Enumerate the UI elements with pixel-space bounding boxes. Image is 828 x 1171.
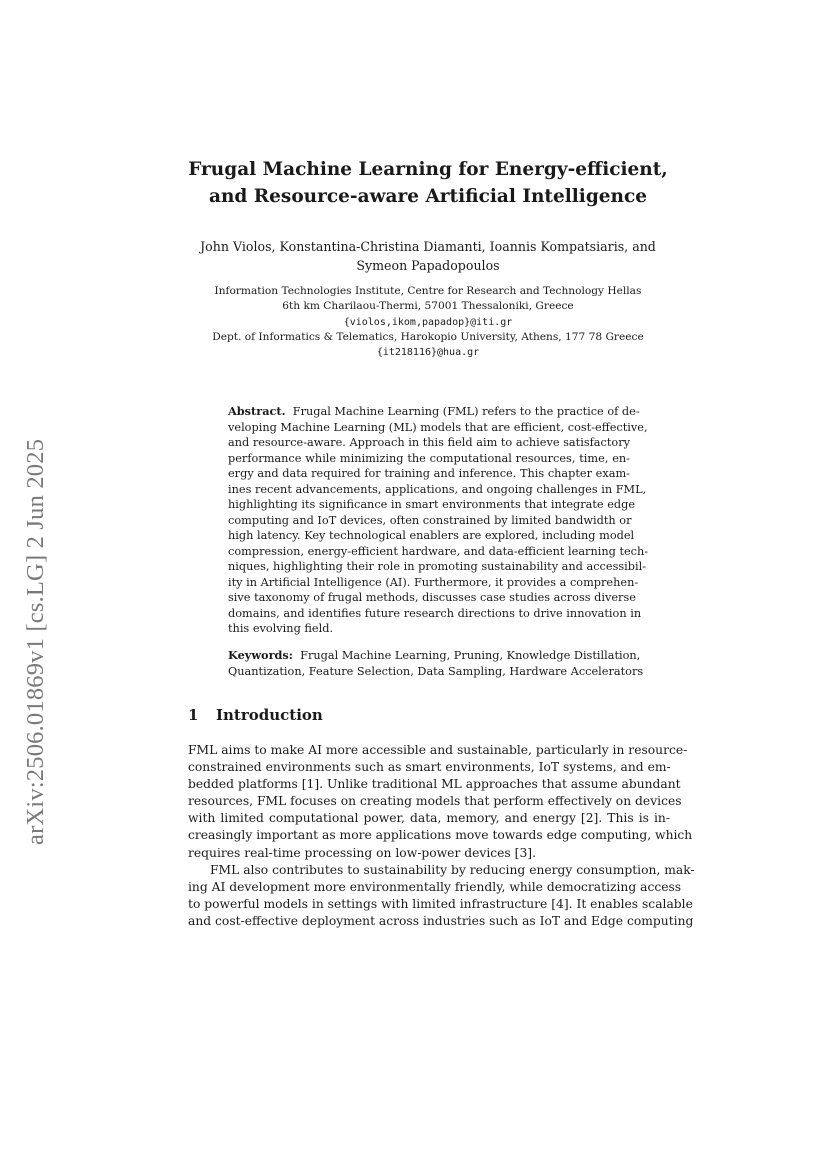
abstract-line: sive taxonomy of frugal methods, discusses case studies across diverse [228, 591, 636, 604]
paragraph-line: requires real-time processing on low-power devices [3]. [188, 845, 536, 860]
abstract-line: and resource-aware. Approach in this field aim to achieve satisfactory [228, 436, 630, 449]
keywords-line: Quantization, Feature Selection, Data Sampling, Hardware Accelerators [228, 664, 644, 678]
body-text [188, 742, 695, 930]
affiliations [150, 284, 706, 360]
section-heading [188, 706, 323, 724]
paper-title [150, 156, 706, 210]
abstract [228, 404, 649, 637]
abstract-line: domains, and identifies future research directions to drive innovation in [228, 606, 642, 620]
abstract-line: ergy and data required for training and inference. This chapter exam- [228, 467, 630, 480]
abstract-line: niques, highlighting their role in promoting sustainability and accessibil- [228, 560, 647, 573]
author-line: Symeon Papadopoulos [356, 258, 500, 273]
abstract-line: computing and IoT devices, often constrained by limited bandwidth or [228, 513, 632, 527]
author-line: John Violos, Konstantina-Christina Diamanti, Ioannis Kompatsiaris, and [200, 239, 656, 254]
paragraph-line: creasingly important as more applications move towards edge computing, which [188, 828, 693, 843]
abstract-line: Abstract. Frugal Machine Learning (FML) refers to the practice of de- [228, 404, 640, 418]
paragraph-line: and cost-effective deployment across industries such as IoT and Edge computing [188, 913, 694, 928]
paragraph-line: constrained environments such as smart environments, IoT systems, and em- [188, 760, 671, 775]
address-1: 6th km Charilaou-Thermi, 57001 Thessaloniki, Greece [282, 300, 574, 313]
paragraph-line: with limited computational power, data, memory, and energy [2]. This is in- [188, 811, 670, 826]
keywords-line: Keywords: Frugal Machine Learning, Pruning, Knowledge Distillation, [228, 648, 641, 662]
abstract-line: ity in Artificial Intelligence (AI). Furthermore, it provides a comprehen- [228, 575, 639, 589]
abstract-line: compression, energy-efficient hardware, and data-efficient learning tech- [228, 544, 649, 558]
email-2: {it218116}@hua.gr [376, 347, 480, 359]
paragraph-line: ing AI development more environmentally friendly, while democratizing access [188, 879, 682, 894]
paragraph-line: FML also contributes to sustainability by reducing energy consumption, mak- [210, 862, 695, 877]
abstract-line: veloping Machine Learning (ML) models that are efficient, cost-effective, [228, 420, 648, 434]
section-number: 1 [188, 706, 199, 724]
section-title: Introduction [216, 706, 323, 724]
title-line: Frugal Machine Learning for Energy-efficient, [188, 159, 668, 180]
arxiv-identifier: arXiv:2506.01869v1 [cs.LG] 2 Jun 2025 [22, 438, 49, 845]
institution-1: Information Technologies Institute, Centre for Research and Technology Hellas [214, 285, 642, 297]
abstract-label: Abstract. [228, 404, 286, 418]
author-list [150, 237, 706, 275]
abstract-line: high latency. Key technological enablers are explored, including model [228, 529, 635, 542]
paragraph-line: resources, FML focuses on creating models that perform effectively on devices [188, 794, 682, 809]
institution-2: Dept. of Informatics & Telematics, Harokopio University, Athens, 177 78 Greece [212, 330, 644, 343]
abstract-line: this evolving field. [228, 622, 334, 635]
abstract-line: highlighting its significance in smart environments that integrate edge [228, 498, 636, 511]
abstract-line: ines recent advancements, applications, and ongoing challenges in FML, [228, 482, 647, 496]
paragraph-line: FML aims to make AI more accessible and sustainable, particularly in resource- [188, 743, 688, 757]
abstract-line: performance while minimizing the computational resources, time, en- [228, 451, 630, 465]
keywords [228, 648, 644, 679]
paragraph-line: bedded platforms [1]. Unlike traditional ML approaches that assume abundant [188, 777, 681, 792]
keywords-label: Keywords: [228, 648, 293, 662]
title-line: and Resource-aware Artificial Intelligence [208, 186, 648, 207]
paragraph-line: to powerful models in settings with limited infrastructure [4]. It enables scalable [188, 896, 693, 911]
email-1: {violos,ikom,papadop}@iti.gr [343, 316, 513, 328]
